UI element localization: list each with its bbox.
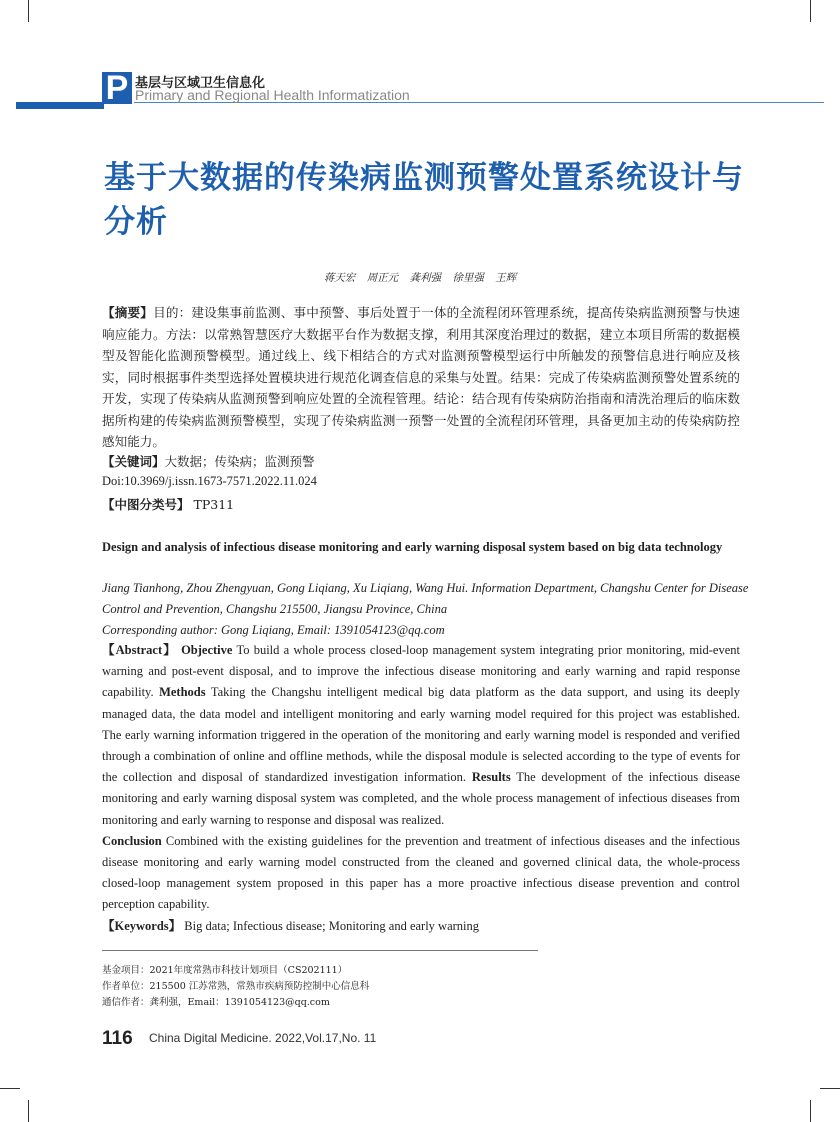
- footnote-correspondence: 通信作者：龚利强，Email：1391054123@qq.com: [102, 997, 330, 1008]
- header-bar: [16, 102, 104, 109]
- conclusion-label: Conclusion: [102, 833, 162, 848]
- paper-title: 基于大数据的传染病监测预警处置系统设计与分析: [104, 160, 744, 240]
- crop-mark: [0, 1088, 20, 1089]
- abstract-cn: [102, 302, 740, 453]
- abstract-text: 目的：建设集事前监测、事中预警、事后处置于一体的全流程闭环管理系统，提高传染病监测预警与快速响应能力。方法：以常熟智慧医疗大数据平台作为数据支撑，利用其深度治理过的数据，建立本项目所需的数据模型及智能化监测预警模型。通过线上、线下相结合的方式对监测预警模型运行中所触发的预警信息进行响应及核实，同时根据事件类型选择处置模块进行规范化调查信息的采集与处置。结果：完成了传染病监测预警处置系统的开发，实现了传染病从监测预警到响应处置的全流程管理。结论：结合现有传染病防治指南和清洗治理后的临床数据所构建的传染病监测预警模型，实现了传染病监测一预警一处置的全流程闭环管理，具备更加主动的传染病防控感知能力。: [102, 305, 741, 449]
- crop-mark: [810, 0, 811, 22]
- methods-text: Taking the Changshu intelligent medical big data platform as the data support, and using its deeply managed data, the data model and intelligent monitoring and early warning model required for this project was established. The early warning information triggered in the operation of the monitoring and early warning model is responded and verified through a combination of online and offline methods, while the disposal module is selected according to the type of events for the collection and disposal of standardized investigation information.: [102, 685, 740, 785]
- page-number: 116: [102, 1028, 133, 1049]
- authors-cn: 蒋天宏 周正元 龚利强 徐里强 王辉: [323, 272, 517, 284]
- footnote-funding: 基金项目：2021年度常熟市科技计划项目（CS202111）: [102, 965, 348, 976]
- keywords-text: 大数据；传染病；监测预警: [164, 454, 315, 469]
- objective-label: Objective: [181, 643, 233, 657]
- abstract-en: [102, 640, 740, 916]
- crop-mark: [28, 1100, 29, 1122]
- section-logo: P: [102, 72, 132, 104]
- keywords-label: 【关键词】: [102, 454, 165, 469]
- clc: [102, 495, 234, 513]
- clc-label: 【中图分类号】: [102, 497, 190, 512]
- authors-en: Jiang Tianhong, Zhou Zhengyuan, Gong Liqiang, Xu Liqiang, Wang Hui. Information Department, Changshu Center for Disease Control and Prevention, Changshu 215500, Jiangsu Province, China: [102, 581, 749, 616]
- section-title-cn: 基层与区域卫生信息化: [135, 76, 266, 91]
- objective-text: To build a whole process closed-loop management system integrating prior monitoring, mid-event warning and post-event disposal, and to improve the infectious disease monitoring and early warning and rapid response capability.: [102, 643, 741, 700]
- keywords-en: [102, 916, 479, 934]
- results-label: Results: [471, 770, 511, 785]
- corresponding-author: Corresponding author: Gong Liqiang, Email: 1391054123@qq.com: [102, 623, 445, 637]
- crop-mark: [820, 1088, 840, 1089]
- section-title-en: Primary and Regional Health Informatization: [135, 87, 410, 103]
- doi: Doi:10.3969/j.issn.1673-7571.2022.11.024: [102, 474, 317, 488]
- results-text: The development of the infectious disease monitoring and early warning disposal system was completed, and the whole process management of infectious diseases from monitoring and early warning to response and disposal was realized.: [102, 770, 741, 827]
- footnote-affiliation: 作者单位：215500 江苏常熟，常熟市疾病预防控制中心信息科: [102, 981, 370, 992]
- crop-mark: [810, 1100, 811, 1122]
- crop-mark: [28, 0, 29, 22]
- abstract-en-label: 【Abstract】: [102, 643, 177, 657]
- abstract-label: 【摘要】: [102, 305, 154, 320]
- keywords-en-text: Big data; Infectious disease; Monitoring and early warning: [184, 919, 480, 933]
- methods-label: Methods: [159, 685, 206, 700]
- keywords-cn: [102, 452, 315, 470]
- footnote-rule: [102, 950, 538, 951]
- paper-title-en: Design and analysis of infectious disease monitoring and early warning disposal system based on big data technology: [102, 540, 723, 554]
- conclusion-text: Combined with the existing guidelines for the prevention and treatment of infectious diseases and the infectious disease monitoring and early warning model constructed from the cleaned and governed clinical data, the whole-process closed-loop management system proposed in this paper has a more proactive infectious disease prevention and control perception capability.: [102, 833, 740, 912]
- clc-text: TP311: [193, 497, 235, 512]
- keywords-en-label: 【Keywords】: [102, 919, 182, 933]
- journal-citation: China Digital Medicine. 2022,Vol.17,No. 11: [149, 1031, 377, 1045]
